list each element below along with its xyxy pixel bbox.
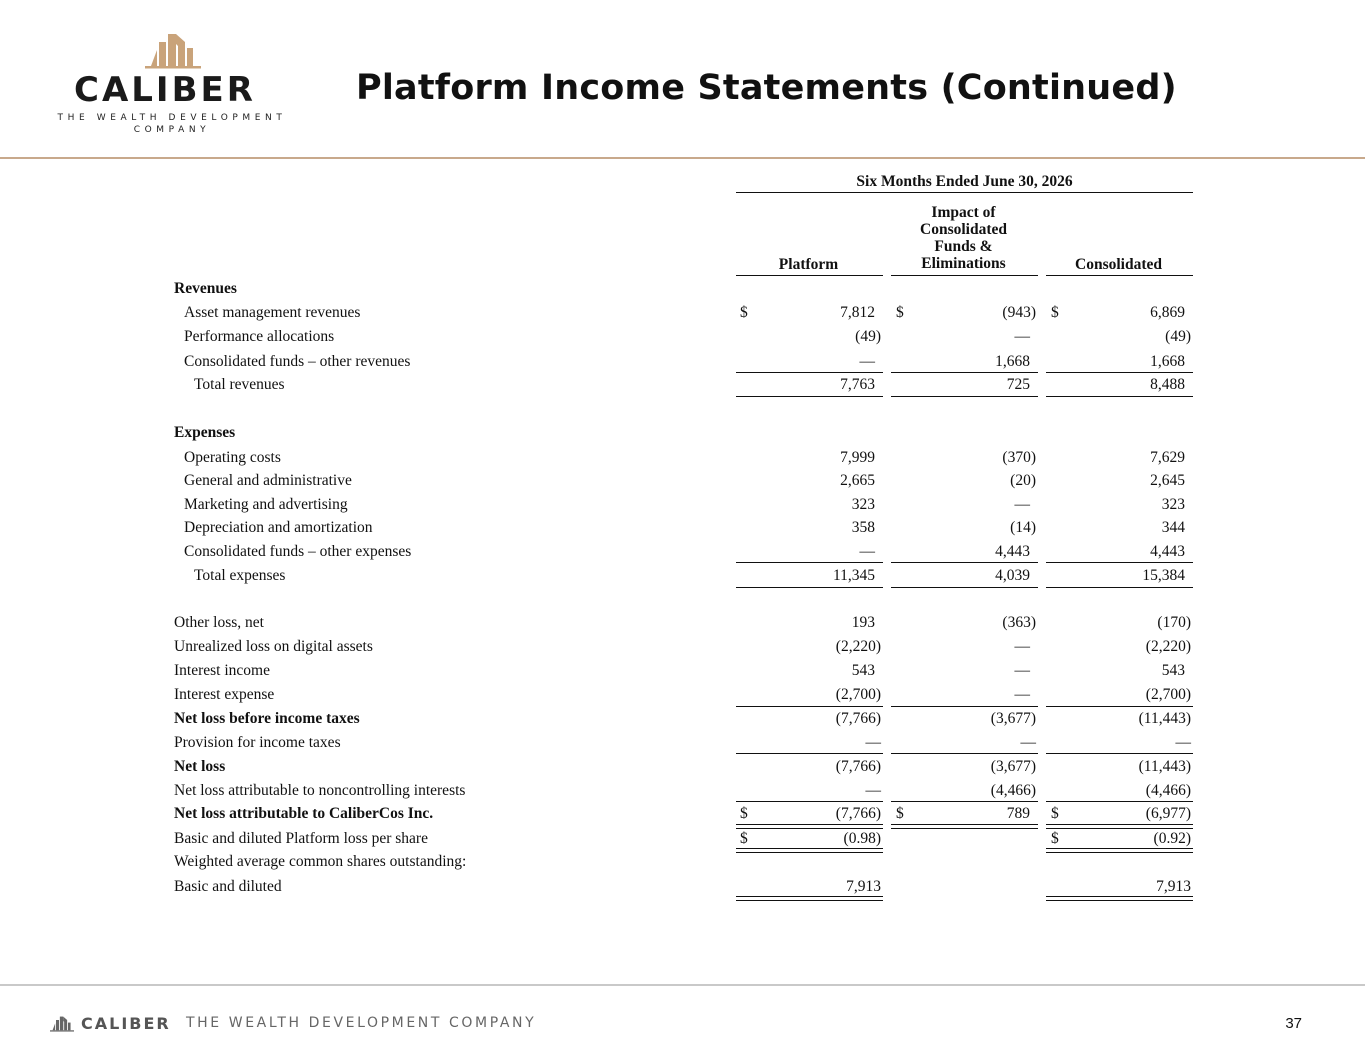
column-header-line: Funds & <box>934 238 993 255</box>
value-platform: 7,763 <box>840 376 875 393</box>
column-header-rule <box>736 275 883 276</box>
row-label: Other loss, net <box>174 614 264 631</box>
value-consolidated: 2,645 <box>1150 472 1185 489</box>
value-consolidated: 323 <box>1161 496 1185 513</box>
row-label: Basic and diluted <box>174 878 282 895</box>
value-eliminations: — <box>1014 662 1030 679</box>
value-consolidated: (6,977) <box>1145 805 1191 822</box>
row-label: Unrealized loss on digital assets <box>174 638 373 655</box>
value-eliminations: (363) <box>1002 614 1036 631</box>
period-header-rule <box>736 192 1193 193</box>
section-heading: Revenues <box>174 280 237 297</box>
value-consolidated: 344 <box>1161 519 1185 536</box>
footer-brand: CALIBER <box>81 1014 171 1033</box>
value-consolidated: 7,629 <box>1150 449 1185 466</box>
value-eliminations: 789 <box>1006 805 1030 822</box>
row-label: Net loss attributable to CaliberCos Inc. <box>174 805 434 822</box>
value-platform: (7,766) <box>835 758 881 775</box>
row-label: Marketing and advertising <box>184 496 348 513</box>
column-header-line: Eliminations <box>921 255 1006 272</box>
total-rule <box>736 587 883 588</box>
column-header-rule <box>891 275 1038 276</box>
row-label: Net loss attributable to noncontrolling interests <box>174 782 466 799</box>
value-eliminations: — <box>1014 496 1030 513</box>
total-rule <box>1046 396 1193 397</box>
row-label: Depreciation and amortization <box>184 519 373 536</box>
value-platform: 358 <box>851 519 875 536</box>
total-rule <box>736 396 883 397</box>
value-eliminations: (3,677) <box>990 710 1036 727</box>
subtotal-rule <box>1046 706 1193 707</box>
value-platform: (49) <box>855 328 881 345</box>
value-platform: 7,913 <box>846 878 881 895</box>
value-platform: 7,999 <box>840 449 875 466</box>
double-total-rule <box>736 848 883 853</box>
row-label: Consolidated funds – other expenses <box>184 543 412 560</box>
currency-symbol: $ <box>740 830 748 847</box>
subtotal-rule <box>891 372 1038 373</box>
subtotal-rule <box>1046 753 1193 754</box>
value-consolidated: 8,488 <box>1150 376 1185 393</box>
currency-symbol: $ <box>1051 805 1059 822</box>
building-logo-icon <box>49 1014 75 1032</box>
value-eliminations: 4,443 <box>995 543 1030 560</box>
value-eliminations: 1,668 <box>995 353 1030 370</box>
value-eliminations: 4,039 <box>995 567 1030 584</box>
currency-symbol: $ <box>1051 304 1059 321</box>
value-consolidated: (11,443) <box>1138 758 1191 775</box>
subtotal-rule <box>891 706 1038 707</box>
currency-symbol: $ <box>896 304 904 321</box>
column-header-eliminations <box>891 204 1036 272</box>
value-consolidated: 6,869 <box>1150 304 1185 321</box>
currency-symbol: $ <box>740 805 748 822</box>
value-eliminations: (943) <box>1002 304 1036 321</box>
subtotal-rule <box>891 801 1038 802</box>
column-header-rule <box>1046 275 1193 276</box>
subtotal-rule <box>1046 801 1193 802</box>
value-platform: 2,665 <box>840 472 875 489</box>
value-consolidated: 1,668 <box>1150 353 1185 370</box>
double-total-rule <box>736 896 883 901</box>
value-platform: 193 <box>851 614 875 631</box>
subtotal-rule <box>1046 372 1193 373</box>
column-header-consolidated: Consolidated <box>1075 256 1162 273</box>
currency-symbol: $ <box>740 304 748 321</box>
value-platform: (2,700) <box>835 686 881 703</box>
value-platform: — <box>859 353 875 370</box>
row-label: Net loss <box>174 758 226 775</box>
double-total-rule <box>736 824 883 829</box>
column-header-line: Impact of <box>931 204 996 221</box>
value-consolidated: (11,443) <box>1138 710 1191 727</box>
double-total-rule <box>1046 824 1193 829</box>
page-title: Platform Income Statements (Continued) <box>356 68 1177 108</box>
value-eliminations: (20) <box>1010 472 1036 489</box>
value-consolidated: (170) <box>1157 614 1191 631</box>
double-total-rule <box>891 824 1038 829</box>
period-header: Six Months Ended June 30, 2026 <box>856 173 1073 190</box>
value-platform: (0.98) <box>843 830 881 847</box>
row-label: Interest expense <box>174 686 275 703</box>
value-platform: (7,766) <box>835 710 881 727</box>
currency-symbol: $ <box>896 805 904 822</box>
brand-tagline: THE WEALTH DEVELOPMENT <box>57 113 287 123</box>
brand-tagline-2: COMPANY <box>133 125 211 135</box>
row-label: Weighted average common shares outstanding: <box>174 853 467 870</box>
subtotal-rule <box>736 562 883 563</box>
value-consolidated: 4,443 <box>1150 543 1185 560</box>
value-platform: — <box>859 543 875 560</box>
value-platform: — <box>865 782 881 799</box>
currency-symbol: $ <box>1051 830 1059 847</box>
value-eliminations: (370) <box>1002 449 1036 466</box>
value-consolidated: 7,913 <box>1156 878 1191 895</box>
value-eliminations: (3,677) <box>990 758 1036 775</box>
row-label: Net loss before income taxes <box>174 710 360 727</box>
value-eliminations: — <box>1014 638 1030 655</box>
row-label: Basic and diluted Platform loss per share <box>174 830 428 847</box>
row-label: General and administrative <box>184 472 352 489</box>
value-consolidated: 15,384 <box>1142 567 1185 584</box>
footer-tagline: THE WEALTH DEVELOPMENT COMPANY <box>186 1015 537 1031</box>
footer-divider <box>0 984 1365 986</box>
total-rule <box>1046 587 1193 588</box>
subtotal-rule <box>736 753 883 754</box>
column-header-line: Consolidated <box>920 221 1007 238</box>
subtotal-rule <box>1046 562 1193 563</box>
row-label: Performance allocations <box>184 328 335 345</box>
value-platform: 11,345 <box>832 567 875 584</box>
section-heading: Expenses <box>174 424 236 441</box>
value-platform: 543 <box>851 662 875 679</box>
double-total-rule <box>1046 848 1193 853</box>
value-eliminations: — <box>1014 686 1030 703</box>
value-eliminations: 725 <box>1006 376 1030 393</box>
value-consolidated: (49) <box>1165 328 1191 345</box>
subtotal-rule <box>891 753 1038 754</box>
row-label: Interest income <box>174 662 270 679</box>
value-platform: 7,812 <box>840 304 875 321</box>
subtotal-rule <box>736 372 883 373</box>
subtotal-rule <box>736 801 883 802</box>
column-header-platform: Platform <box>778 256 839 273</box>
row-label: Total expenses <box>194 567 286 584</box>
value-platform: 323 <box>851 496 875 513</box>
value-platform: — <box>865 734 881 751</box>
value-eliminations: (14) <box>1010 519 1036 536</box>
value-consolidated: (0.92) <box>1153 830 1191 847</box>
value-eliminations: (4,466) <box>990 782 1036 799</box>
row-label: Consolidated funds – other revenues <box>184 353 411 370</box>
subtotal-rule <box>891 562 1038 563</box>
subtotal-rule <box>736 706 883 707</box>
brand-name: CALIBER <box>74 70 256 110</box>
value-consolidated: — <box>1175 734 1191 751</box>
value-eliminations: — <box>1014 328 1030 345</box>
row-label: Asset management revenues <box>184 304 361 321</box>
row-label: Operating costs <box>184 449 281 466</box>
row-label: Provision for income taxes <box>174 734 341 751</box>
value-consolidated: 543 <box>1161 662 1185 679</box>
value-consolidated: (2,700) <box>1145 686 1191 703</box>
total-rule <box>891 587 1038 588</box>
row-label: Total revenues <box>194 376 285 393</box>
value-platform: (7,766) <box>835 805 881 822</box>
value-consolidated: (2,220) <box>1145 638 1191 655</box>
total-rule <box>891 396 1038 397</box>
double-total-rule <box>1046 896 1193 901</box>
value-platform: (2,220) <box>835 638 881 655</box>
value-eliminations: — <box>1020 734 1036 751</box>
page-number: 37 <box>1285 1015 1302 1032</box>
value-consolidated: (4,466) <box>1145 782 1191 799</box>
